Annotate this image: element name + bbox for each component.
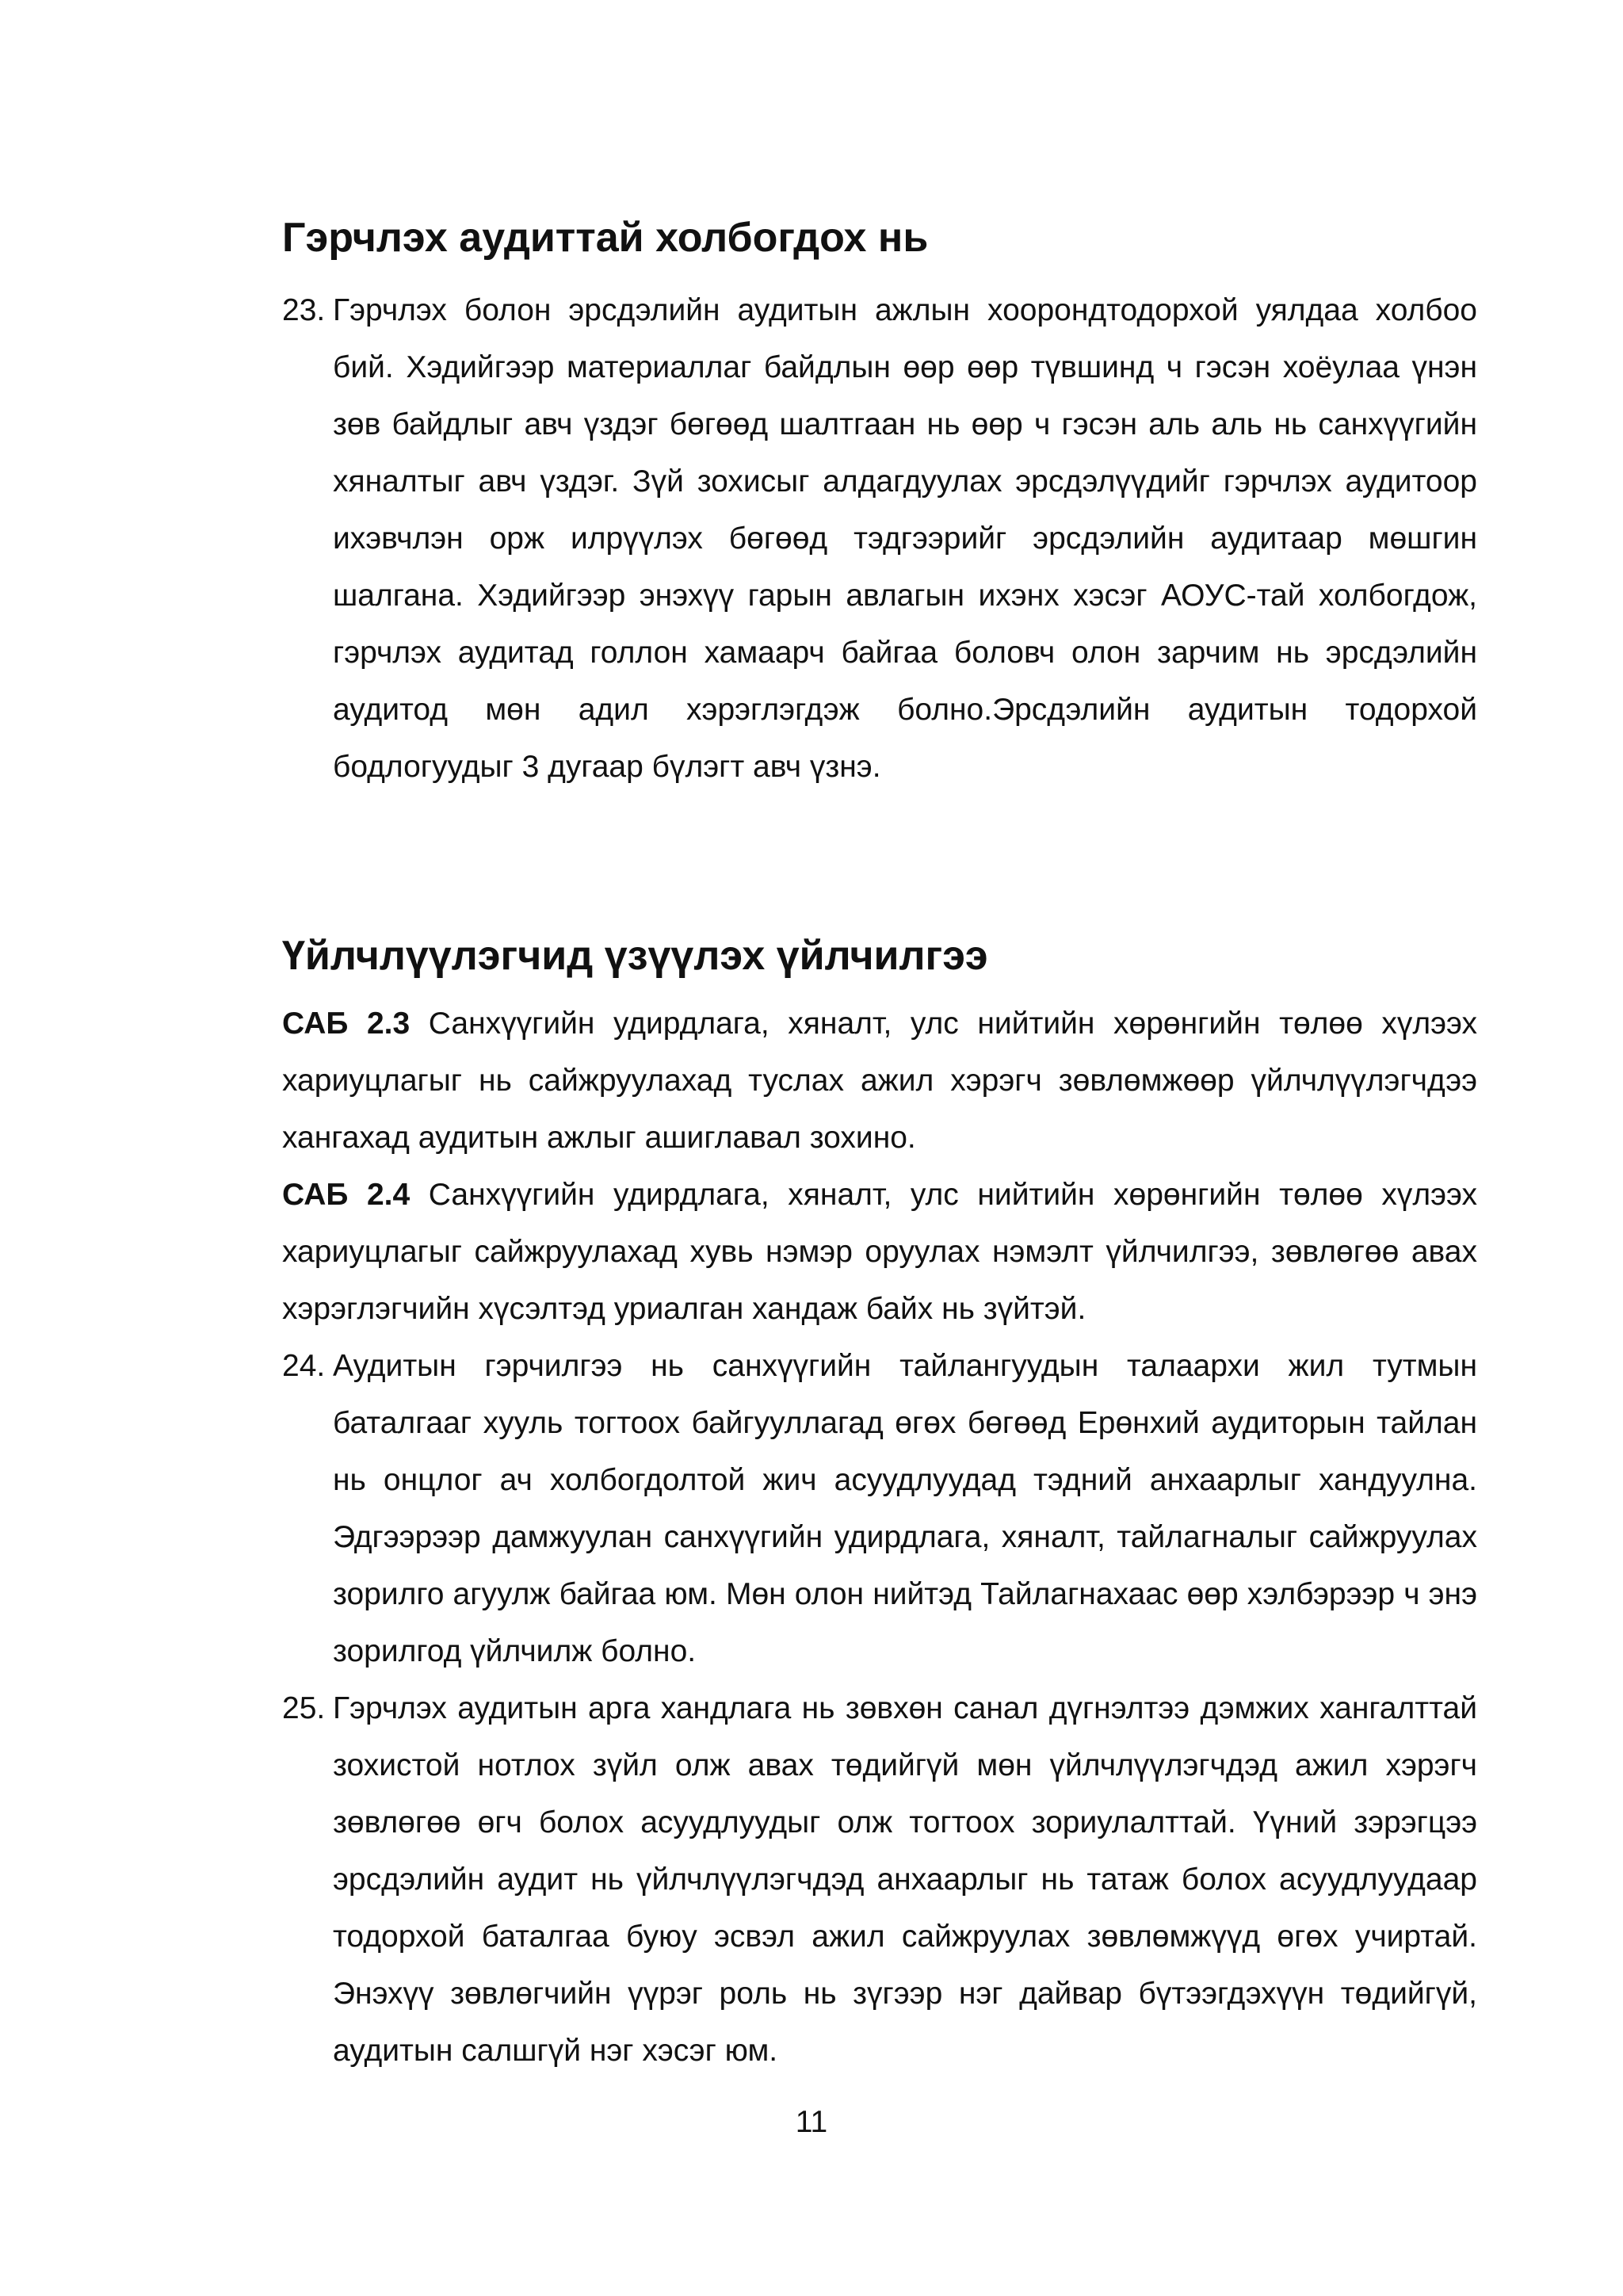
standard-sab-2-3 xyxy=(282,995,1477,1167)
section-heading-attestation-audit: Гэрчлэх аудиттай холбогдох нь xyxy=(282,215,929,261)
section-heading-client-service: Үйлчлүүлэгчид үзүүлэх үйлчилгээ xyxy=(282,933,988,979)
paragraph-24 xyxy=(282,1338,1477,1680)
paragraph-23 xyxy=(282,282,1477,796)
paragraph-text: Гэрчлэх болон эрсдэлийн аудитын ажлын хоорондтодорхой уялдаа холбоо бий. Хэдийгээр материаллаг байдлын өөр өөр түвшинд ч гэсэн хоёулаа үнэн зөв байдлыг авч үздэг бөгөөд шалтгаан нь өөр ч гэсэн аль аль нь санхүүгийн хяналтыг авч үздэг. Зүй зохисыг алдагдуулах эрсдэлүүдийг гэрчлэх аудитоор ихэвчлэн орж илрүүлэх бөгөөд тэдгээрийг эрсдэлийн аудитаар мөшгин шалгана. Хэдийгээр энэхүү гарын авлагын ихэнх хэсэг АОУС-тай холбогдож, гэрчлэх аудитад голлон хамаарч байгаа боловч олон зарчим нь эрсдэлийн аудитод мөн адил хэрэглэгдэж болно.Эрсдэлийн аудитын тодорхой бодлогуудыг 3 дугаар бүлэгт авч үзнэ. xyxy=(333,293,1477,784)
standard-label: САБ 2.3 xyxy=(282,1007,411,1041)
standard-text: Санхүүгийн удирдлага, хяналт, улс нийтийн хөрөнгийн төлөө хүлээх хариуцлагыг сайжруулахад хувь нэмэр оруулах нэмэлт үйлчилгээ, зөвлөгөө авах хэрэглэгчийн хүсэлтэд уриалган хандаж байх нь зүйтэй. xyxy=(282,1178,1477,1326)
paragraph-text: Аудитын гэрчилгээ нь санхүүгийн тайлангуудын талаархи жил тутмын баталгааг хууль тогтоох байгууллагад өгөх бөгөөд Ерөнхий аудиторын тайлан нь онцлог ач холбогдолтой жич асуудлуудад тэдний анхаарлыг хандуулна. Эдгээрээр дамжуулан санхүүгийн удирдлага, хяналт, тайлагналыг сайжруулах зорилго агуулж байгаа юм. Мөн олон нийтэд Тайлагнахаас өөр хэлбэрээр ч энэ зорилгод үйлчилж болно. xyxy=(333,1349,1477,1668)
paragraph-25 xyxy=(282,1680,1477,2080)
paragraph-number: 25. xyxy=(282,1691,326,1725)
standard-sab-2-4 xyxy=(282,1167,1477,1338)
paragraph-text: Гэрчлэх аудитын арга хандлага нь зөвхөн санал дүгнэлтээ дэмжих хангалттай зохистой нотлох зүйл олж авах төдийгүй мөн үйлчлүүлэгчдэд ажил хэрэгч зөвлөгөө өгч болох асуудлуудыг олж тогтоох зориулалттай. Үүний зэрэгцээ эрсдэлийн аудит нь үйлчлүүлэгчдэд анхаарлыг нь татаж болох асуудлуудаар тодорхой баталгаа буюу эсвэл ажил сайжруулах зөвлөмжүүд өгөх учиртай. Энэхүү зөвлөгчийн үүрэг роль нь зүгээр нэг дайвар бүтээгдэхүүн төдийгүй, аудитын салшгүй нэг хэсэг юм. xyxy=(333,1691,1477,2068)
paragraph-number: 23. xyxy=(282,293,326,327)
paragraph-number: 24. xyxy=(282,1349,326,1383)
page-number: 11 xyxy=(795,2105,828,2139)
standard-text: Санхүүгийн удирдлага, хяналт, улс нийтийн хөрөнгийн төлөө хүлээх хариуцлагыг нь сайжруулахад туслах ажил хэрэгч зөвлөмжөөр үйлчлүүлэгчдээ хангахад аудитын ажлыг ашиглавал зохино. xyxy=(282,1007,1477,1155)
standard-label: САБ 2.4 xyxy=(282,1178,411,1212)
